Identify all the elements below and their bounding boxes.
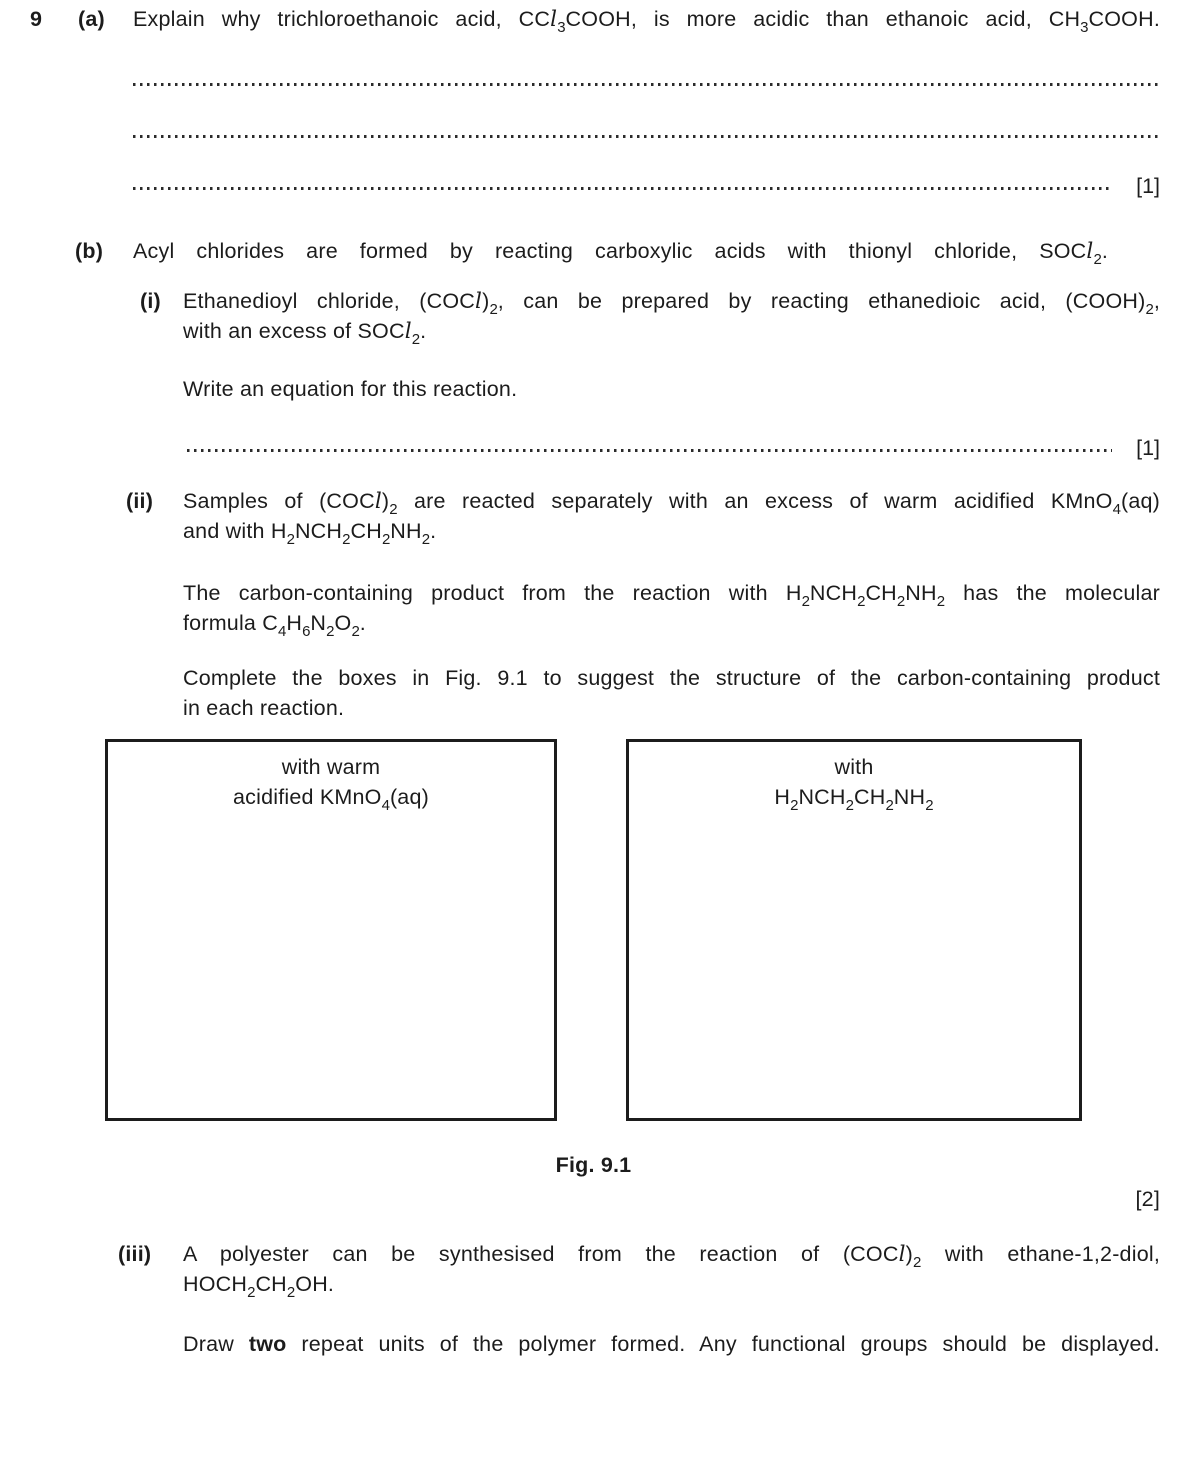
diamine-box-label-line-1: with <box>834 755 874 779</box>
part-a-prompt: Explain why trichloroethanoic acid, CCl$_3$COOH, is more acidic than ethanoic acid, $CH_3COOH$. <box>133 7 1160 36</box>
write-equation-instruction: Write an equation for this reaction. <box>183 377 518 401</box>
dotted-line <box>133 187 1112 190</box>
dotted-line <box>133 135 1160 138</box>
answer-line-3[interactable] <box>133 174 1160 204</box>
kmno4-box-label-line-1: with warm <box>281 755 381 779</box>
dotted-line <box>187 449 1112 452</box>
answer-line-1[interactable] <box>133 70 1160 100</box>
part-a-label: (a) <box>78 7 105 31</box>
marks-part-b-ii: [2] <box>1135 1187 1160 1211</box>
answer-line-equation[interactable] <box>187 436 1160 466</box>
complete-boxes-line-1: Complete the boxes in Fig. 9.1 to suggest the structure of the carbon-containing product <box>183 666 1160 690</box>
answer-line-2[interactable] <box>133 122 1160 152</box>
part-b-iii-text-line-1: A polyester can be synthesised from the reaction of $(COCl)_2$ with ethane-1,2-diol, <box>183 1242 1160 1271</box>
dotted-line <box>133 83 1160 86</box>
question-number: 9 <box>30 7 43 31</box>
kmno4-structure-box[interactable] <box>105 739 557 1121</box>
part-b-intro: Acyl chlorides are formed by reacting carboxylic acids with thionyl chloride, SOCl$_2$. <box>133 239 1108 268</box>
part-b-ii-text-line-1: Samples of $(COCl)_2$ are reacted separately with an excess of warm acidified KMnO$_4$(aq) <box>183 489 1160 518</box>
product-formula-line-2: formula $C_4H_6N_2O_2$. <box>183 611 366 640</box>
marks-part-a: [1] <box>1136 174 1160 198</box>
draw-repeat-units-instruction: Draw two repeat units of the polymer formed. Any functional groups should be displayed. <box>183 1332 1160 1356</box>
part-b-i-text-line-2: with an excess of SOCl$_2$. <box>183 319 427 348</box>
part-b-ii-text-line-2: and with $H_2NCH_2CH_2NH_2$. <box>183 519 437 548</box>
diamine-structure-box[interactable] <box>626 739 1082 1121</box>
diamine-box-label-line-2: $H_2NCH_2CH_2NH_2$ <box>774 785 934 814</box>
product-formula-line-1: The carbon-containing product from the reaction with $H_2NCH_2CH_2NH_2$ has the molecular <box>183 581 1160 610</box>
part-b-label: (b) <box>75 239 104 263</box>
figure-caption: Fig. 9.1 <box>555 1153 632 1177</box>
part-b-i-label: (i) <box>140 289 161 313</box>
kmno4-box-label-line-2: acidified KMnO$_4$(aq) <box>233 785 429 814</box>
part-b-ii-label: (ii) <box>126 489 154 513</box>
part-b-i-text-line-1: Ethanedioyl chloride, $(COCl)_2$, can be prepared by reacting ethanedioic acid, $(COOH)_2$, <box>183 289 1160 318</box>
part-b-iii-text-line-2: $HOCH_2CH_2OH$. <box>183 1272 335 1301</box>
marks-part-b-i: [1] <box>1136 436 1160 460</box>
complete-boxes-line-2: in each reaction. <box>183 696 345 720</box>
part-b-iii-label: (iii) <box>118 1242 152 1266</box>
